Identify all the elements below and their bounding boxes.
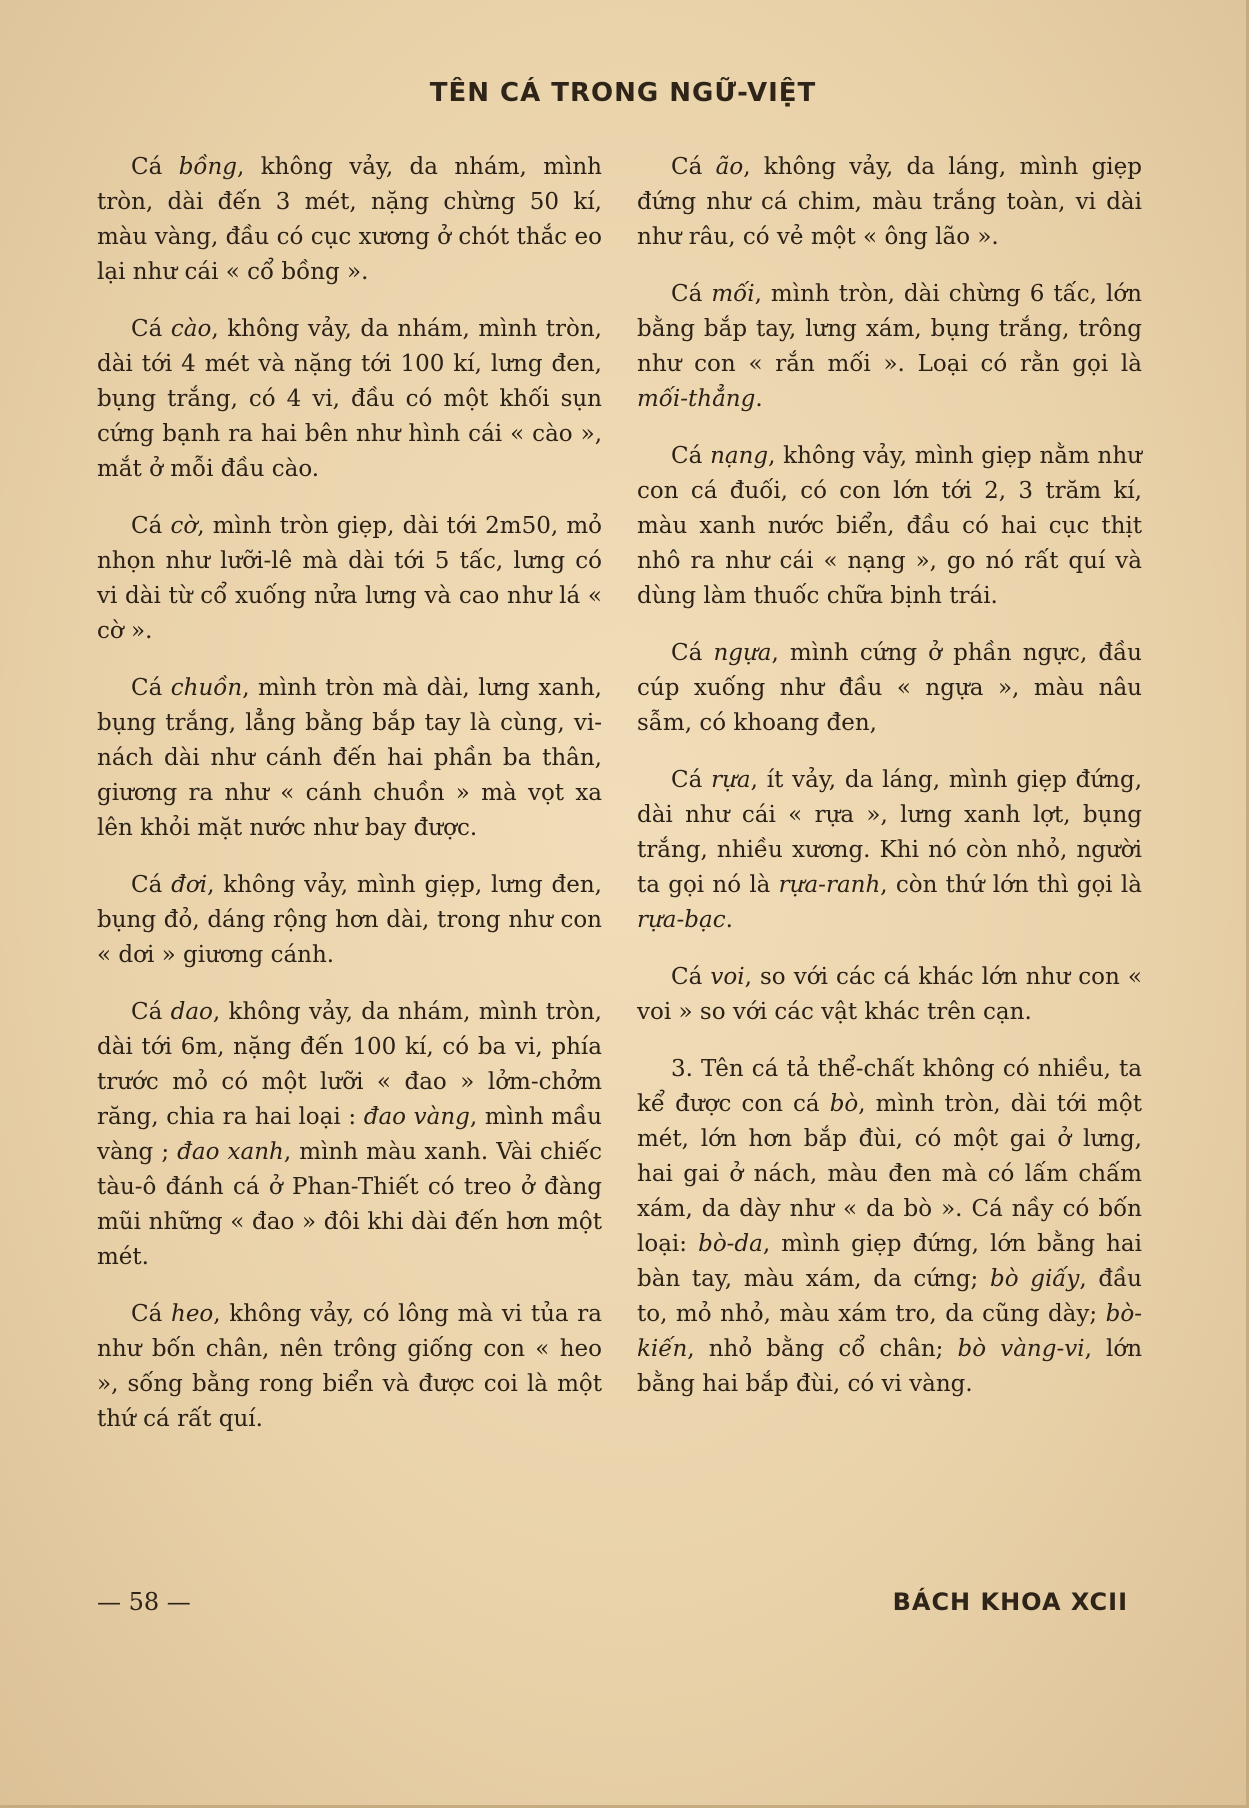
fish-name: ngựa	[713, 640, 772, 666]
paragraph-text: .	[725, 907, 733, 933]
fish-name: rựa-ranh	[778, 872, 881, 898]
fish-name: bồng	[178, 154, 238, 180]
publication-name: BÁCH KHOA XCII	[892, 1588, 1128, 1616]
fish-name: heo	[171, 1301, 214, 1327]
paragraph-text: , không vảy, da láng, mình giẹp đứng như cá chim, màu trắng toàn, vi dài như râu, có vẻ một « ông lão ».	[637, 154, 1142, 250]
paragraph-text: , không vảy, da nhám, mình tròn, dài tới 6m, nặng đến 100 kí, có ba vi, phía trước mỏ có một lưỡi « đao » lởm-chởm răng, chia ra hai loại :	[97, 999, 602, 1130]
paragraph-lead: Cá	[671, 640, 714, 666]
paragraph-lead: Cá	[131, 872, 172, 898]
fish-name: bò	[829, 1091, 859, 1117]
paragraph-text: , mình giẹp đứng, lớn bằng hai bàn tay, màu xám, da cứng;	[637, 1231, 1142, 1292]
paragraph	[637, 636, 1142, 741]
paragraph-lead: Cá	[131, 316, 171, 342]
fish-name: mối	[711, 281, 755, 307]
paragraph-lead: 3. Tên cá tả thể-chất không có nhiều, ta kể được con cá	[637, 1056, 1142, 1117]
paragraph-lead: Cá	[671, 443, 711, 469]
paragraph	[97, 1297, 602, 1437]
fish-name: bò vàng-vi	[957, 1336, 1085, 1362]
page-number: — 58 —	[97, 1588, 191, 1616]
paragraph	[97, 671, 602, 846]
paragraph-text: , mình màu xanh. Vài chiếc tàu-ô đánh cá ở Phan-Thiết có treo ở đàng mũi những « đao » đôi khi dài đến hơn một mét.	[97, 1139, 602, 1270]
paragraph-text: , lớn bằng hai bắp đùi, có vi vàng.	[637, 1336, 1143, 1397]
fish-name: đơi	[171, 872, 208, 898]
right-column	[637, 150, 1142, 1424]
paragraph-text: , không vảy, có lông mà vi tủa ra như bốn chân, nên trông giống con « heo », sống bằng rong biển và được coi là một thứ cá rất quí.	[97, 1301, 602, 1432]
left-column	[97, 150, 602, 1459]
fish-name: rựa	[711, 767, 751, 793]
paragraph	[637, 1052, 1142, 1402]
fish-name: nạng	[710, 443, 769, 469]
paragraph-text: , không vảy, da nhám, mình tròn, dài tới 4 mét và nặng tới 100 kí, lưng đen, bụng trắng, có 4 vi, đầu có một khối sụn cứng bạnh ra hai bên như hình cái « cào », mắt ở mỗi đầu cào.	[97, 316, 602, 482]
fish-name: cờ	[170, 513, 198, 539]
paragraph-lead: Cá	[131, 154, 179, 180]
paragraph-text: , mình tròn, dài chừng 6 tấc, lớn bằng bắp tay, lưng xám, bụng trắng, trông như con « rắn mối ». Loại có rằn gọi là	[637, 281, 1142, 377]
paragraph-text: , mình mầu vàng ;	[97, 1104, 602, 1165]
fish-name: đao vàng	[363, 1104, 470, 1130]
paragraph	[97, 150, 602, 290]
paragraph-lead: Cá	[671, 964, 711, 990]
paragraph	[97, 312, 602, 487]
fish-name: bò-da	[698, 1231, 763, 1257]
paragraph-lead: Cá	[131, 513, 171, 539]
paragraph	[97, 509, 602, 649]
paragraph-text: , còn thứ lớn thì gọi là	[880, 872, 1142, 898]
paragraph-text: , mình tròn giẹp, dài tới 2m50, mỏ nhọn như lưỡi-lê mà dài tới 5 tấc, lưng có vi dài từ cổ xuống nửa lưng và cao như lá « cờ ».	[97, 513, 602, 644]
paragraph	[97, 868, 602, 973]
paragraph-text: , đầu to, mỏ nhỏ, màu xám tro, da cũng dày;	[637, 1266, 1142, 1327]
paragraph	[637, 763, 1142, 938]
paragraph-lead: Cá	[671, 154, 716, 180]
paragraph-text: , mình tròn, dài tới một mét, lớn hơn bắp đùi, có một gai ở lưng, hai gai ở nách, màu đen mà có lấm chấm xám, da dày như « da bò ». Cá nầy có bốn loại:	[637, 1091, 1142, 1257]
paragraph-text: .	[755, 386, 763, 412]
paragraph	[637, 960, 1142, 1030]
paragraph-text: , mình tròn mà dài, lưng xanh, bụng trắng, lẳng bằng bắp tay là cùng, vi-nách dài như cánh đến hai phần ba thân, giương ra như « cánh chuồn » mà vọt xa lên khỏi mặt nước như bay được.	[97, 675, 602, 841]
paragraph-text: , so với các cá khác lớn như con « voi » so với các vật khác trên cạn.	[637, 964, 1142, 1025]
paragraph-text: , nhỏ bằng cổ chân;	[687, 1336, 958, 1362]
paragraph-lead: Cá	[671, 767, 712, 793]
paragraph-text: , không vảy, mình giẹp nằm như con cá đuối, có con lớn tới 2, 3 trăm kí, màu xanh nước biển, đầu có hai cục thịt nhô ra như cái « nạng », go nó rất quí và dùng làm thuốc chữa bịnh trái.	[637, 443, 1142, 609]
paragraph	[637, 150, 1142, 255]
paragraph-text: , không vảy, da nhám, mình tròn, dài đến 3 mét, nặng chừng 50 kí, màu vàng, đầu có cục xương ở chót thắc eo lại như cái « cổ bồng ».	[97, 154, 602, 285]
paragraph-text: , không vảy, mình giẹp, lưng đen, bụng đỏ, dáng rộng hơn dài, trong như con « dơi » giương cánh.	[97, 872, 602, 968]
fish-name: đao xanh	[177, 1139, 284, 1165]
fish-name: mối-thẳng	[637, 386, 756, 412]
fish-name: bò giấy	[989, 1266, 1080, 1292]
paragraph-text: , ít vảy, da láng, mình giẹp đứng, dài như cái « rựa », lưng xanh lợt, bụng trắng, nhiều xương. Khi nó còn nhỏ, người ta gọi nó là	[637, 767, 1142, 898]
fish-name: chuồn	[170, 675, 243, 701]
paragraph-lead: Cá	[131, 675, 171, 701]
fish-name: voi	[710, 964, 745, 990]
fish-name: rựa-bạc	[637, 907, 726, 933]
fish-name: dao	[170, 999, 213, 1025]
running-head: TÊN CÁ TRONG NGỮ-VIỆT	[429, 78, 817, 108]
paragraph-text: , mình cứng ở phần ngực, đầu cúp xuống như đầu « ngựa », màu nâu sẫm, có khoang đen,	[637, 640, 1142, 736]
fish-name: cào	[170, 316, 212, 342]
fish-name: bò-kiến	[637, 1301, 1142, 1362]
fish-name: ão	[715, 154, 744, 180]
paragraph	[97, 995, 602, 1275]
paragraph-lead: Cá	[131, 999, 171, 1025]
paragraph	[637, 277, 1142, 417]
paragraph	[637, 439, 1142, 614]
paragraph-lead: Cá	[131, 1301, 171, 1327]
paragraph-lead: Cá	[671, 281, 712, 307]
